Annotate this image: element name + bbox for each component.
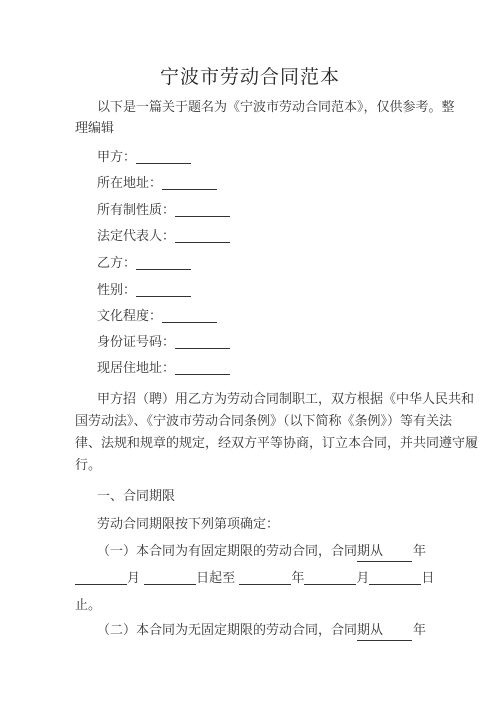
preamble-line-2: 国劳动法》、《宁波市劳动合同条例》（以下简称《条例》）等有关法 — [75, 414, 453, 429]
field-residence — [97, 357, 230, 381]
field-legal-rep — [97, 225, 230, 249]
preamble-line-1: 甲方招（聘）用乙方为劳动合同制职工，双方根据《中华人民共和 — [97, 392, 475, 407]
date-blank[interactable] — [304, 570, 356, 585]
clause-1-line-1 — [97, 540, 383, 564]
date-unit: 月 — [127, 571, 141, 586]
field-blank[interactable] — [162, 175, 217, 190]
field-label: 现居住地址： — [97, 361, 176, 376]
clause-2-line-1 — [97, 619, 383, 643]
field-blank[interactable] — [175, 360, 230, 375]
date-unit: 月 — [356, 571, 370, 586]
field-blank[interactable] — [136, 255, 191, 270]
clause-text: （一）本合同为有固定期限的劳动合同，合同期从 — [97, 544, 384, 559]
intro-line-2: 理编辑 — [75, 121, 115, 136]
section-subheading: 劳动合同期限按下列第项确定： — [97, 517, 280, 532]
field-id-number — [97, 331, 230, 355]
intro-line-1: 以下是一篇关于题名为《宁波市劳动合同范本》，仅供参考。整 — [97, 100, 455, 115]
preamble-line-3: 律、法规和规章的规定，经双方平等协商，订立本合同，并共同遵守履 — [75, 436, 479, 451]
field-label: 乙方： — [97, 256, 137, 271]
field-blank[interactable] — [136, 149, 191, 164]
clause-text: （二）本合同为无固定期限的劳动合同，合同期从 — [97, 623, 384, 638]
field-blank[interactable] — [162, 308, 217, 323]
field-label: 甲方： — [97, 150, 137, 165]
date-blank[interactable] — [144, 570, 196, 585]
preamble-line-4: 行。 — [75, 458, 102, 473]
field-blank[interactable] — [175, 228, 230, 243]
date-unit: 日 — [421, 571, 435, 586]
date-blank[interactable] — [357, 626, 412, 641]
field-party-a — [97, 146, 191, 170]
field-label: 身份证号码： — [97, 335, 176, 350]
date-blank[interactable] — [357, 547, 412, 562]
field-party-b — [97, 252, 191, 276]
date-blank[interactable] — [369, 570, 421, 585]
field-label: 性别： — [97, 283, 137, 298]
date-unit: 年 — [291, 571, 305, 586]
field-ownership — [97, 199, 230, 223]
field-label: 所有制性质： — [97, 203, 176, 218]
date-blank[interactable] — [239, 570, 291, 585]
field-label: 所在地址： — [97, 176, 163, 191]
field-gender — [97, 279, 191, 303]
field-blank[interactable] — [175, 202, 230, 217]
date-unit: 年 — [413, 544, 427, 559]
field-education — [97, 305, 217, 329]
clause-1-line-3: 止。 — [75, 598, 102, 613]
field-blank[interactable] — [175, 334, 230, 349]
date-unit: 日起至 — [196, 571, 236, 586]
clause-1-line-2 — [75, 567, 434, 591]
page-title: 宁波市劳动合同范本 — [159, 66, 340, 88]
date-unit: 年 — [413, 623, 427, 638]
field-label: 文化程度： — [97, 309, 163, 324]
date-blank[interactable] — [75, 570, 127, 585]
section-heading: 一、合同期限 — [97, 489, 176, 504]
field-address — [97, 172, 217, 196]
field-label: 法定代表人： — [97, 229, 176, 244]
field-blank[interactable] — [136, 282, 191, 297]
